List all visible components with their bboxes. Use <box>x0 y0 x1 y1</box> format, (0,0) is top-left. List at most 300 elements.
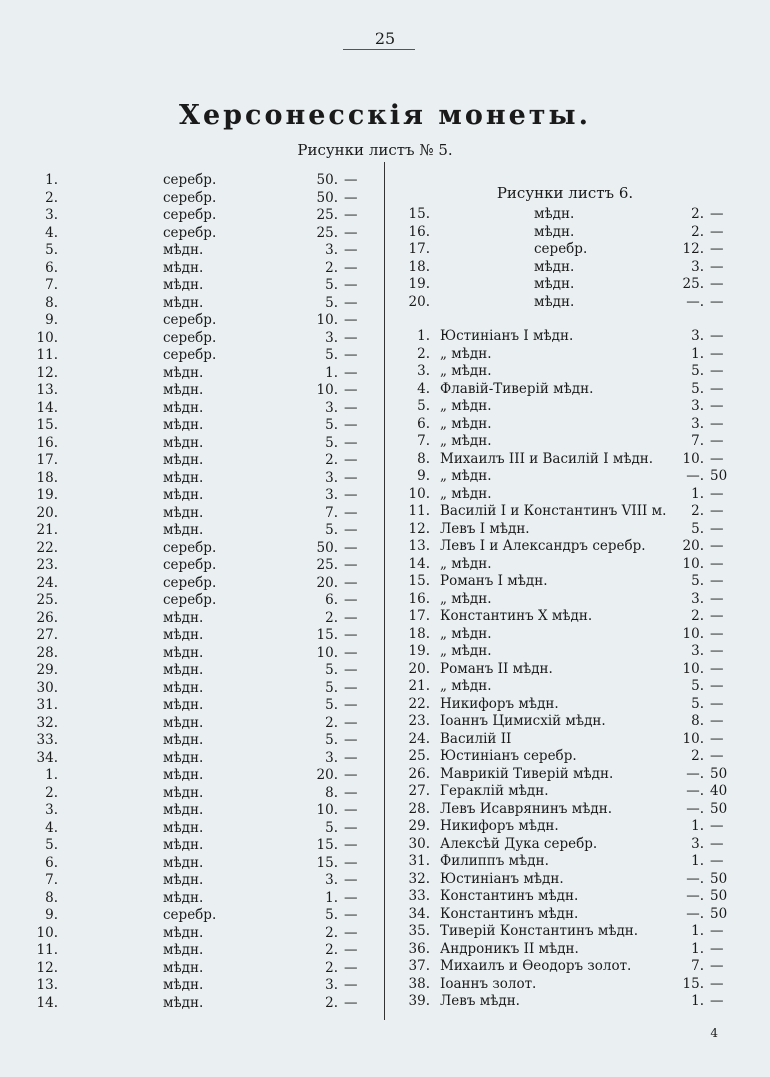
item-price: 25. <box>316 207 338 223</box>
item-description: „ мѣдн. <box>440 363 492 379</box>
item-description: мѣдн. <box>163 277 204 293</box>
item-price: —. <box>686 905 704 922</box>
item-description: „ мѣдн. <box>440 555 492 572</box>
list-item <box>400 678 740 696</box>
list-item <box>28 225 380 243</box>
list-item <box>28 872 380 890</box>
item-price: 5. <box>325 907 338 923</box>
item-number: 19. <box>36 487 58 503</box>
list-item <box>400 433 740 451</box>
item-description: мѣдн. <box>163 924 204 941</box>
item-price: 2. <box>325 994 338 1011</box>
item-fraction: — <box>710 433 724 449</box>
list-item <box>28 400 380 418</box>
item-fraction: — <box>710 643 724 659</box>
list-item <box>28 347 380 365</box>
item-fraction: 50 <box>710 468 728 484</box>
list-item <box>400 906 740 924</box>
item-description: мѣдн. <box>534 276 575 292</box>
item-description: мѣдн. <box>163 644 204 661</box>
item-price: 50. <box>316 189 338 206</box>
corner-mark: 4 <box>710 1026 718 1040</box>
item-fraction: — <box>344 172 358 188</box>
item-number: 11. <box>36 942 58 958</box>
list-item <box>28 855 380 873</box>
list-item <box>28 750 380 768</box>
list-item <box>28 820 380 838</box>
item-description: „ мѣдн. <box>440 590 492 607</box>
item-number: 4. <box>417 380 430 397</box>
page-number-rule <box>343 49 415 50</box>
item-number: 18. <box>408 625 430 642</box>
item-number: 9. <box>45 907 58 923</box>
item-description: Юстиніанъ I мѣдн. <box>440 328 574 344</box>
item-fraction: — <box>344 609 358 626</box>
item-fraction: — <box>344 539 358 556</box>
list-item <box>28 645 380 663</box>
list-item <box>400 486 740 504</box>
item-description: мѣдн. <box>163 767 204 783</box>
item-price: 5. <box>691 380 704 397</box>
list-item <box>400 766 740 784</box>
item-number: 20. <box>408 293 430 310</box>
item-description: Романъ II мѣдн. <box>440 660 553 677</box>
item-description: серебр. <box>163 172 217 188</box>
list-item <box>400 888 740 906</box>
item-price: 10. <box>682 450 704 467</box>
list-item <box>400 538 740 556</box>
list-item <box>28 260 380 278</box>
item-number: 17. <box>408 608 430 624</box>
item-fraction: — <box>344 259 358 276</box>
item-number: 16. <box>408 223 430 240</box>
item-fraction: — <box>344 942 358 958</box>
item-number: 32. <box>36 714 58 731</box>
item-fraction: — <box>344 434 358 451</box>
item-fraction: — <box>710 223 724 240</box>
item-fraction: — <box>344 959 358 976</box>
item-description: мѣдн. <box>534 258 575 275</box>
item-price: 2. <box>691 608 704 624</box>
item-number: 8. <box>417 450 430 467</box>
item-price: 1. <box>691 853 704 869</box>
item-number: 18. <box>36 469 58 486</box>
item-price: 5. <box>325 697 338 713</box>
item-fraction: — <box>344 574 358 591</box>
item-price: 7. <box>691 958 704 974</box>
item-number: 27. <box>36 627 58 643</box>
item-description: мѣдн. <box>163 784 204 801</box>
item-fraction: — <box>344 802 358 818</box>
item-fraction: — <box>344 732 358 748</box>
item-number: 30. <box>408 835 430 852</box>
item-price: 3. <box>325 487 338 503</box>
list-item <box>400 976 740 994</box>
item-fraction: — <box>710 241 724 257</box>
item-price: 2. <box>325 259 338 276</box>
item-fraction: — <box>344 189 358 206</box>
item-number: 11. <box>36 347 58 363</box>
item-description: серебр. <box>534 241 588 257</box>
item-price: —. <box>686 800 704 817</box>
item-price: 5. <box>325 819 338 836</box>
item-fraction: — <box>344 277 358 293</box>
item-description: мѣдн. <box>163 714 204 731</box>
item-price: 2. <box>325 924 338 941</box>
item-fraction: — <box>344 662 358 678</box>
item-price: 1. <box>325 889 338 906</box>
item-number: 14. <box>36 399 58 416</box>
item-number: 32. <box>408 870 430 887</box>
item-number: 28. <box>408 800 430 817</box>
item-price: 5. <box>325 294 338 311</box>
list-item <box>28 995 380 1013</box>
item-fraction: — <box>710 328 724 344</box>
item-price: 3. <box>691 415 704 432</box>
item-fraction: — <box>344 382 358 398</box>
item-description: мѣдн. <box>163 452 204 468</box>
item-number: 24. <box>36 574 58 591</box>
item-fraction: — <box>710 293 724 310</box>
item-fraction: — <box>344 749 358 766</box>
item-fraction: — <box>710 345 724 362</box>
item-description: серебр. <box>163 207 217 223</box>
item-fraction: — <box>344 627 358 643</box>
item-price: 50. <box>316 172 338 188</box>
item-number: 12. <box>36 364 58 381</box>
list-item <box>28 942 380 960</box>
item-fraction: — <box>344 679 358 696</box>
list-item <box>28 697 380 715</box>
list-item <box>28 435 380 453</box>
item-description: мѣдн. <box>163 417 204 433</box>
item-fraction: 40 <box>710 783 728 799</box>
item-price: 15. <box>316 854 338 871</box>
item-price: 2. <box>325 942 338 958</box>
item-number: 24. <box>408 730 430 747</box>
item-fraction: — <box>710 398 724 414</box>
item-number: 33. <box>36 732 58 748</box>
item-description: Тиверій Константинъ мѣдн. <box>440 923 639 939</box>
list-item <box>400 259 740 277</box>
item-price: —. <box>686 765 704 782</box>
list-item <box>400 643 740 661</box>
item-number: 2. <box>45 189 58 206</box>
item-fraction: — <box>710 940 724 957</box>
item-price: 3. <box>325 242 338 258</box>
item-fraction: — <box>344 854 358 871</box>
item-fraction: — <box>344 312 358 328</box>
list-item <box>28 172 380 190</box>
list-item <box>400 696 740 714</box>
item-number: 7. <box>417 433 430 449</box>
item-price: 5. <box>325 417 338 433</box>
list-item <box>28 732 380 750</box>
item-price: 10. <box>682 555 704 572</box>
item-number: 6. <box>417 415 430 432</box>
item-number: 34. <box>408 905 430 922</box>
item-fraction: — <box>710 608 724 624</box>
item-price: 1. <box>691 940 704 957</box>
item-description: „ мѣдн. <box>440 485 492 502</box>
item-price: 3. <box>325 329 338 346</box>
item-price: 3. <box>691 398 704 414</box>
item-price: —. <box>686 888 704 904</box>
right-column-list-a <box>400 206 740 311</box>
item-price: 2. <box>325 714 338 731</box>
list-item <box>400 836 740 854</box>
item-price: 2. <box>691 223 704 240</box>
item-price: 12. <box>682 241 704 257</box>
item-description: мѣдн. <box>163 504 204 521</box>
item-fraction: — <box>344 924 358 941</box>
item-number: 20. <box>408 660 430 677</box>
item-number: 37. <box>408 958 430 974</box>
list-item <box>28 277 380 295</box>
item-price: 5. <box>325 732 338 748</box>
item-description: мѣдн. <box>163 679 204 696</box>
item-number: 13. <box>36 382 58 398</box>
left-subtitle: Рисунки листъ № 5. <box>297 141 453 159</box>
item-number: 7. <box>45 277 58 293</box>
item-price: 7. <box>691 433 704 449</box>
item-description: „ мѣдн. <box>440 345 492 362</box>
item-price: —. <box>686 870 704 887</box>
item-description: „ мѣдн. <box>440 433 492 449</box>
item-price: —. <box>686 468 704 484</box>
item-description: мѣдн. <box>163 749 204 766</box>
item-fraction: — <box>710 258 724 275</box>
item-price: 8. <box>325 784 338 801</box>
item-description: Іоаннъ золот. <box>440 975 537 992</box>
list-item <box>400 731 740 749</box>
item-description: „ мѣдн. <box>440 678 492 694</box>
item-fraction: — <box>344 557 358 573</box>
item-description: мѣдн. <box>163 819 204 836</box>
item-number: 25. <box>408 748 430 764</box>
item-fraction: — <box>710 485 724 502</box>
item-fraction: — <box>710 206 724 222</box>
list-item <box>28 802 380 820</box>
item-description: Іоаннъ Цимисхій мѣдн. <box>440 713 606 729</box>
item-price: 5. <box>691 363 704 379</box>
item-price: 10. <box>316 802 338 818</box>
item-price: 1. <box>691 993 704 1009</box>
item-fraction: — <box>344 452 358 468</box>
list-item <box>28 960 380 978</box>
list-item <box>28 207 380 225</box>
item-fraction: 50 <box>710 870 728 887</box>
item-fraction: — <box>344 994 358 1011</box>
list-item <box>28 592 380 610</box>
item-number: 10. <box>36 329 58 346</box>
item-fraction: — <box>344 714 358 731</box>
item-number: 12. <box>408 520 430 537</box>
list-item <box>28 557 380 575</box>
item-fraction: — <box>344 872 358 888</box>
item-price: 3. <box>325 749 338 766</box>
item-description: мѣдн. <box>163 942 204 958</box>
item-number: 15. <box>408 206 430 222</box>
item-fraction: — <box>710 713 724 729</box>
item-price: 20. <box>682 538 704 554</box>
item-fraction: — <box>710 380 724 397</box>
item-fraction: — <box>710 923 724 939</box>
item-fraction: — <box>344 329 358 346</box>
item-description: серебр. <box>163 189 217 206</box>
item-description: мѣдн. <box>163 399 204 416</box>
item-price: 10. <box>682 625 704 642</box>
list-item <box>28 785 380 803</box>
item-description: серебр. <box>163 312 217 328</box>
item-price: 5. <box>325 679 338 696</box>
item-number: 12. <box>36 959 58 976</box>
item-price: 25. <box>316 557 338 573</box>
item-fraction: — <box>344 487 358 503</box>
item-fraction: — <box>710 678 724 694</box>
item-description: мѣдн. <box>163 242 204 258</box>
item-number: 25. <box>36 592 58 608</box>
item-number: 7. <box>45 872 58 888</box>
list-item <box>28 452 380 470</box>
item-fraction: — <box>344 522 358 538</box>
item-fraction: — <box>344 837 358 853</box>
item-description: мѣдн. <box>163 802 204 818</box>
item-number: 10. <box>36 924 58 941</box>
item-description: Константинъ X мѣдн. <box>440 608 593 624</box>
item-description: мѣдн. <box>534 293 575 310</box>
item-fraction: — <box>344 784 358 801</box>
item-description: Юстиніанъ серебр. <box>440 748 577 764</box>
list-item <box>28 610 380 628</box>
item-fraction: — <box>344 977 358 993</box>
item-description: мѣдн. <box>163 662 204 678</box>
item-price: 5. <box>325 347 338 363</box>
item-description: мѣдн. <box>534 206 575 222</box>
item-number: 18. <box>408 258 430 275</box>
list-item <box>400 416 740 434</box>
item-number: 5. <box>45 837 58 853</box>
column-divider <box>384 162 385 1020</box>
item-description: Константинъ мѣдн. <box>440 888 579 904</box>
list-item <box>400 346 740 364</box>
item-fraction: — <box>344 242 358 258</box>
item-fraction: 50 <box>710 800 728 817</box>
item-price: 3. <box>325 977 338 993</box>
item-description: мѣдн. <box>163 522 204 538</box>
item-fraction: — <box>710 730 724 747</box>
list-item <box>28 365 380 383</box>
list-item <box>400 556 740 574</box>
item-number: 3. <box>45 802 58 818</box>
item-fraction: — <box>710 695 724 712</box>
item-description: Василій II <box>440 730 512 747</box>
item-description: Константинъ мѣдн. <box>440 905 579 922</box>
item-number: 17. <box>36 452 58 468</box>
list-item <box>28 505 380 523</box>
list-item <box>28 330 380 348</box>
list-item <box>28 627 380 645</box>
list-item <box>28 890 380 908</box>
item-number: 3. <box>417 363 430 379</box>
item-number: 22. <box>408 695 430 712</box>
item-number: 1. <box>45 767 58 783</box>
item-price: 2. <box>691 503 704 519</box>
item-description: серебр. <box>163 224 217 241</box>
item-description: мѣдн. <box>163 732 204 748</box>
item-number: 13. <box>408 538 430 554</box>
item-price: 10. <box>682 730 704 747</box>
item-description: мѣдн. <box>163 854 204 871</box>
item-number: 31. <box>36 697 58 713</box>
item-price: 5. <box>691 695 704 712</box>
item-price: 1. <box>691 818 704 834</box>
list-item <box>400 451 740 469</box>
item-price: 3. <box>325 469 338 486</box>
list-item <box>400 923 740 941</box>
item-description: Василій I и Константинъ VIII м. <box>440 503 667 519</box>
item-fraction: — <box>344 207 358 223</box>
item-fraction: — <box>344 224 358 241</box>
item-number: 6. <box>45 259 58 276</box>
item-description: серебр. <box>163 539 217 556</box>
item-number: 36. <box>408 940 430 957</box>
item-description: мѣдн. <box>163 627 204 643</box>
list-item <box>400 224 740 242</box>
item-price: —. <box>686 783 704 799</box>
list-item <box>28 662 380 680</box>
list-item <box>400 468 740 486</box>
list-item <box>400 661 740 679</box>
item-description: мѣдн. <box>163 977 204 993</box>
list-item <box>400 871 740 889</box>
item-description: серебр. <box>163 907 217 923</box>
item-description: Михаилъ и Ѳеодоръ золот. <box>440 958 632 974</box>
item-price: 5. <box>325 434 338 451</box>
item-fraction: — <box>710 415 724 432</box>
item-number: 4. <box>45 224 58 241</box>
list-item <box>400 294 740 312</box>
item-price: 7. <box>325 504 338 521</box>
item-description: мѣдн. <box>163 469 204 486</box>
item-description: серебр. <box>163 347 217 363</box>
item-fraction: — <box>344 767 358 783</box>
list-item <box>400 626 740 644</box>
item-number: 31. <box>408 853 430 869</box>
item-number: 1. <box>45 172 58 188</box>
item-price: 20. <box>316 767 338 783</box>
item-price: 15. <box>316 627 338 643</box>
list-item <box>28 540 380 558</box>
list-item <box>400 503 740 521</box>
list-item <box>28 417 380 435</box>
list-item <box>28 470 380 488</box>
list-item <box>400 328 740 346</box>
item-price: 5. <box>325 662 338 678</box>
item-price: 8. <box>691 713 704 729</box>
item-fraction: 50 <box>710 905 728 922</box>
item-number: 11. <box>408 503 430 519</box>
item-number: 27. <box>408 783 430 799</box>
item-description: серебр. <box>163 574 217 591</box>
item-price: 2. <box>325 609 338 626</box>
item-fraction: — <box>344 417 358 433</box>
item-number: 8. <box>45 294 58 311</box>
item-fraction: — <box>344 469 358 486</box>
item-price: 5. <box>691 678 704 694</box>
item-price: 2. <box>325 452 338 468</box>
item-description: „ мѣдн. <box>440 468 492 484</box>
